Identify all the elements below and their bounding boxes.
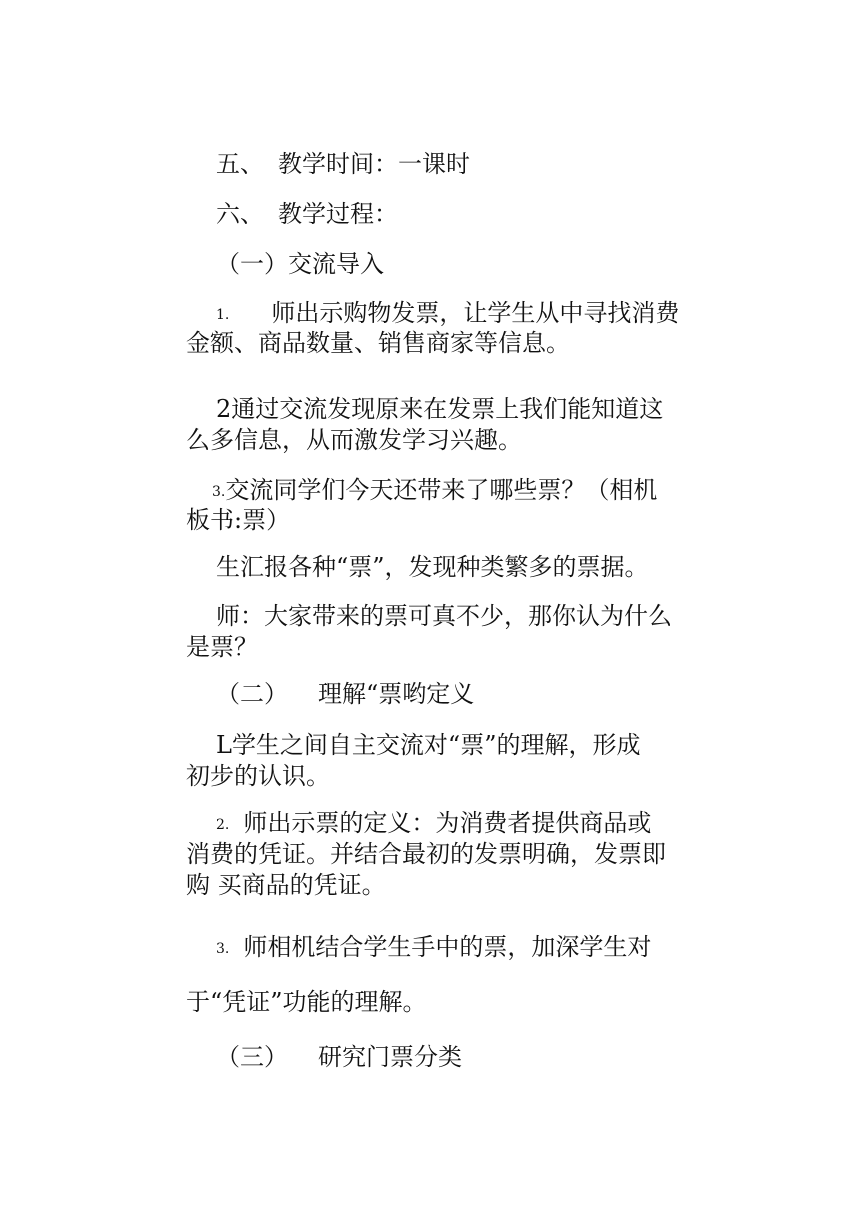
part-one-item-1-text: 师出示购物发票，让学生从中寻找消费 [271, 299, 680, 327]
part-one-paragraph-2-line-2: 是票？ [186, 633, 258, 661]
part-two-item-3-line-1 [216, 930, 651, 966]
section-six-marker: 六、 [216, 200, 264, 228]
section-five-marker: 五、 [216, 150, 264, 178]
part-one-heading: （一）交流导入 [216, 250, 384, 278]
part-one-item-2-line-1: 2通过交流发现原来在发票上我们能知道这 [216, 395, 664, 423]
part-two-item-3-number: 3. [216, 941, 230, 957]
part-two-item-l-line-1: L学生之间自主交流对“票”的理解，形成 [216, 731, 641, 759]
section-six [216, 197, 398, 231]
section-six-text: 教学过程： [278, 200, 398, 228]
part-one-item-1-number: 1. [216, 307, 230, 323]
part-two-item-l-line-2: 初步的认识。 [186, 762, 330, 790]
part-one-paragraph-1: 生汇报各种“票”，发现种类繁多的票据。 [216, 553, 649, 581]
part-one-item-3-text: 交流同学们今天还带来了哪些票？（相机 [225, 476, 658, 504]
part-two-item-2-line-2: 消费的凭证。并结合最初的发票明确，发票即 [186, 840, 666, 868]
part-one-item-3-line-2: 板书:票） [186, 506, 291, 534]
part-one-paragraph-2-line-1: 师：大家带来的票可真不少，那你认为什么 [216, 602, 672, 630]
section-five-text: 教学时间：一课时 [278, 150, 470, 178]
part-one-item-3-number: 3. [212, 484, 226, 500]
section-five [216, 147, 470, 181]
part-two-item-2-line-3: 购 买商品的凭证。 [186, 871, 386, 899]
part-two-heading [216, 677, 474, 711]
part-three-heading [216, 1040, 462, 1074]
part-two-item-3-line-2: 于“凭证”功能的理解。 [186, 988, 427, 1016]
part-two-heading-marker: （二） [216, 680, 288, 708]
part-one-item-2-line-2: 么多信息，从而激发学习兴趣。 [186, 426, 522, 454]
part-one-item-1-line-2: 金额、商品数量、销售商家等信息。 [186, 329, 570, 357]
part-two-item-2-text: 师出示票的定义：为消费者提供商品或 [243, 809, 652, 837]
part-three-heading-marker: （三） [216, 1043, 288, 1071]
part-three-heading-text: 研究门票分类 [318, 1043, 462, 1071]
part-two-item-3-text: 师相机结合学生手中的票，加深学生对 [243, 933, 652, 961]
part-two-heading-text: 理解“票哟定义 [318, 680, 475, 708]
part-two-item-2-number: 2. [216, 817, 230, 833]
